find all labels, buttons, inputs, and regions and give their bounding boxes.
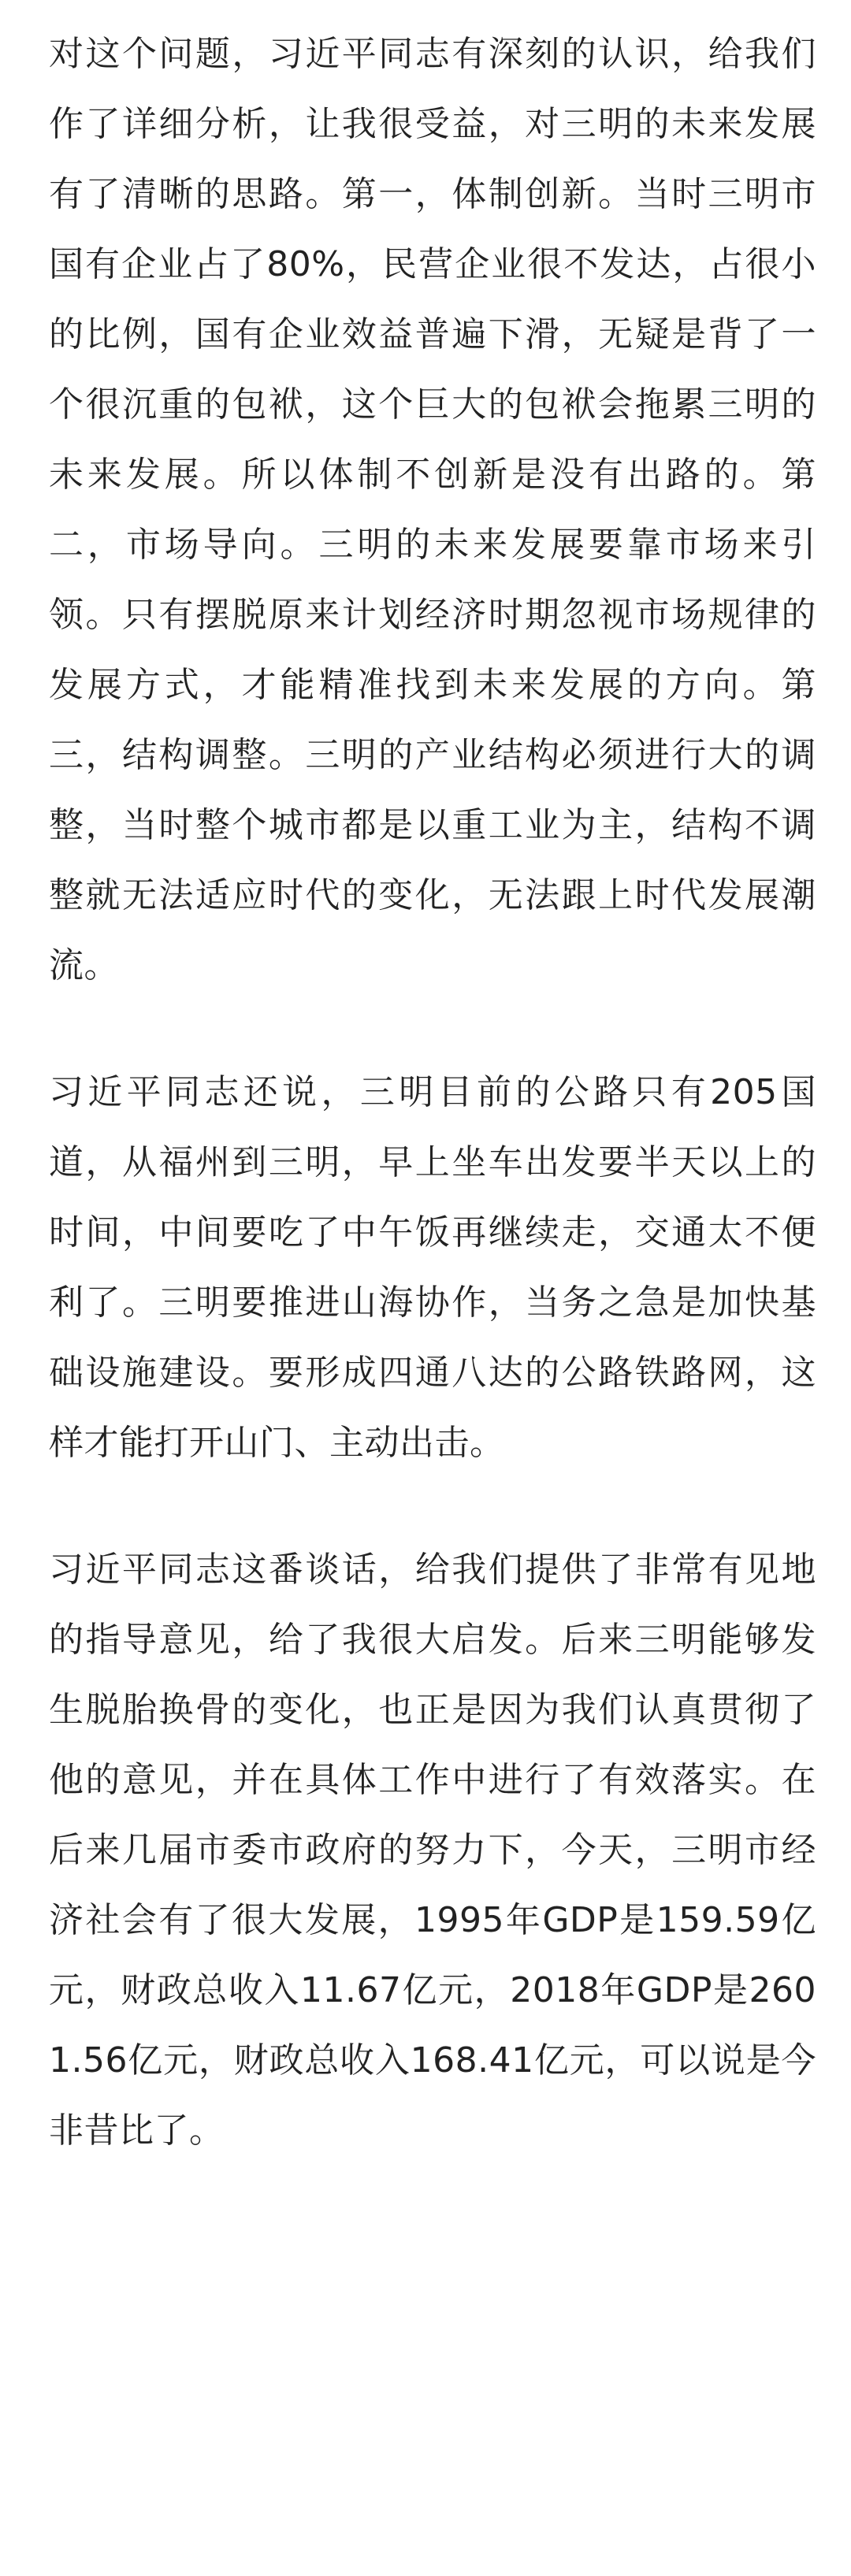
paragraph-2: 习近平同志还说，三明目前的公路只有205国道，从福州到三明，早上坐车出发要半天以上的时间，中间要吃了中午饭再继续走，交通太不便利了。三明要推进山海协作，当务之急是加快基础设施建设。要形成四通八达的公路铁路网，这样才能打开山门、主动出击。: [49, 1072, 816, 1463]
paragraph-3: 习近平同志这番谈话，给我们提供了非常有见地的指导意见，给了我很大启发。后来三明能够发生脱胎换骨的变化，也正是因为我们认真贯彻了他的意见，并在具体工作中进行了有效落实。在后来几届市委市政府的努力下，今天，三明市经济社会有了很大发展，1995年GDP是159.59亿元，财政总收入11.67亿元，2018年GDP是2601.56亿元，财政总收入168.41亿元，可以说是今非昔比了。: [49, 1550, 816, 2151]
paragraph-1: 对这个问题，习近平同志有深刻的认识，给我们作了详细分析，让我很受益，对三明的未来发展有了清晰的思路。第一，体制创新。当时三明市国有企业占了80%，民营企业很不发达，占很小的比例，国有企业效益普遍下滑，无疑是背了一个很沉重的包袱，这个巨大的包袱会拖累三明的未来发展。所以体制不创新是没有出路的。第二，市场导向。三明的未来发展要靠市场来引领。只有摆脱原来计划经济时期忽视市场规律的发展方式，才能精准找到未来发展的方向。第三，结构调整。三明的产业结构必须进行大的调整，当时整个城市都是以重工业为主，结构不调整就无法适应时代的变化，无法跟上时代发展潮流。: [49, 34, 816, 985]
